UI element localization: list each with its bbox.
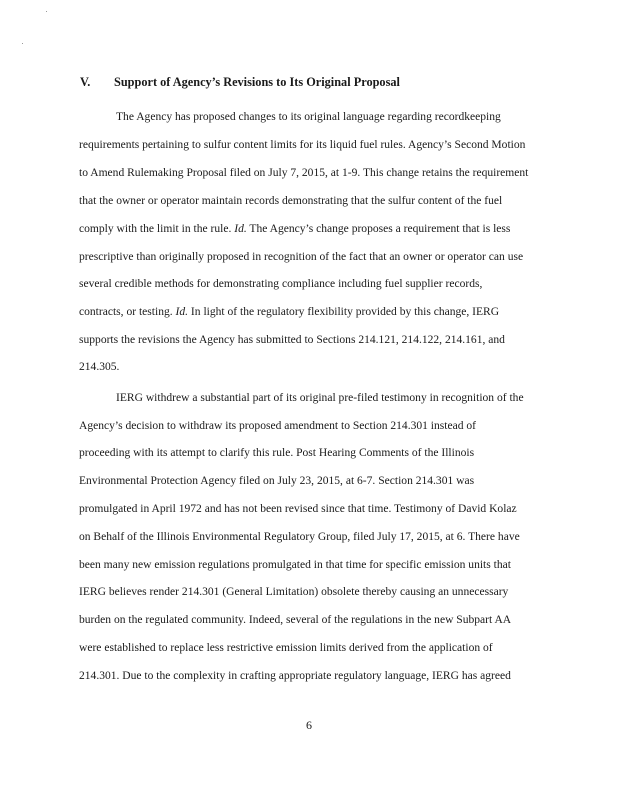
paragraph-1-line-7: several credible methods for demonstrating compliance including fuel supplier records, bbox=[79, 278, 483, 290]
paragraph-1-line-4: that the owner or operator maintain records demonstrating that the sulfur content of the fuel bbox=[79, 195, 503, 207]
paragraph-1-line-8: contracts, or testing. Id. In light of the regulatory flexibility provided by this change, IERG bbox=[79, 306, 500, 318]
page-number: 6 bbox=[306, 718, 312, 732]
paragraph-2-line-10: were established to replace less restrictive emission limits derived from the application of bbox=[79, 642, 493, 654]
paragraph-2-line-7: been many new emission regulations promulgated in that time for specific emission units that bbox=[79, 559, 511, 571]
paragraph-2-line-11: 214.301. Due to the complexity in crafting appropriate regulatory language, IERG has agreed bbox=[79, 670, 511, 682]
scan-speck bbox=[22, 43, 23, 44]
paragraph-2-line-8: IERG believes render 214.301 (General Limitation) obsolete thereby causing an unnecessary bbox=[79, 586, 509, 598]
section-heading bbox=[80, 75, 400, 90]
paragraph-2-line-4: Environmental Protection Agency filed on July 23, 2015, at 6-7. Section 214.301 was bbox=[79, 475, 475, 487]
paragraph-2-line-9: burden on the regulated community. Indeed, several of the regulations in the new Subpart AA bbox=[79, 614, 512, 626]
paragraph-1-line-1: The Agency has proposed changes to its original language regarding recordkeeping bbox=[116, 111, 501, 123]
paragraph-2-line-3: proceeding with its attempt to clarify this rule. Post Hearing Comments of the Illinois bbox=[79, 447, 475, 459]
paragraph-1-line-2: requirements pertaining to sulfur content limits for its liquid fuel rules. Agency’s Second Motion bbox=[79, 139, 526, 151]
paragraph-2-line-6: on Behalf of the Illinois Environmental Regulatory Group, filed July 17, 2015, at 6. There have bbox=[79, 531, 520, 543]
citation-id: Id. bbox=[175, 306, 189, 318]
citation-id: Id. bbox=[234, 223, 247, 235]
paragraph-2-line-1: IERG withdrew a substantial part of its original pre-filed testimony in recognition of the bbox=[116, 392, 524, 404]
scan-speck bbox=[46, 11, 47, 12]
section-number: V. bbox=[80, 75, 91, 89]
paragraph-1-line-5: comply with the limit in the rule. Id. The Agency’s change proposes a requirement that is less bbox=[79, 223, 511, 235]
paragraph-1-line-6: prescriptive than originally proposed in recognition of the fact that an owner or operator can use bbox=[79, 251, 524, 263]
paragraph-1-line-10: 214.305. bbox=[79, 361, 120, 373]
paragraph-1-line-3: to Amend Rulemaking Proposal filed on July 7, 2015, at 1-9. This change retains the requirement bbox=[79, 167, 529, 179]
paragraph-1-line-9: supports the revisions the Agency has submitted to Sections 214.121, 214.122, 214.161, and bbox=[79, 334, 505, 346]
section-title: Support of Agency’s Revisions to Its Original Proposal bbox=[114, 75, 400, 89]
paragraph-2-line-5: promulgated in April 1972 and has not been revised since that time. Testimony of David Kolaz bbox=[79, 503, 517, 515]
paragraph-2-line-2: Agency’s decision to withdraw its proposed amendment to Section 214.301 instead of bbox=[79, 420, 477, 432]
